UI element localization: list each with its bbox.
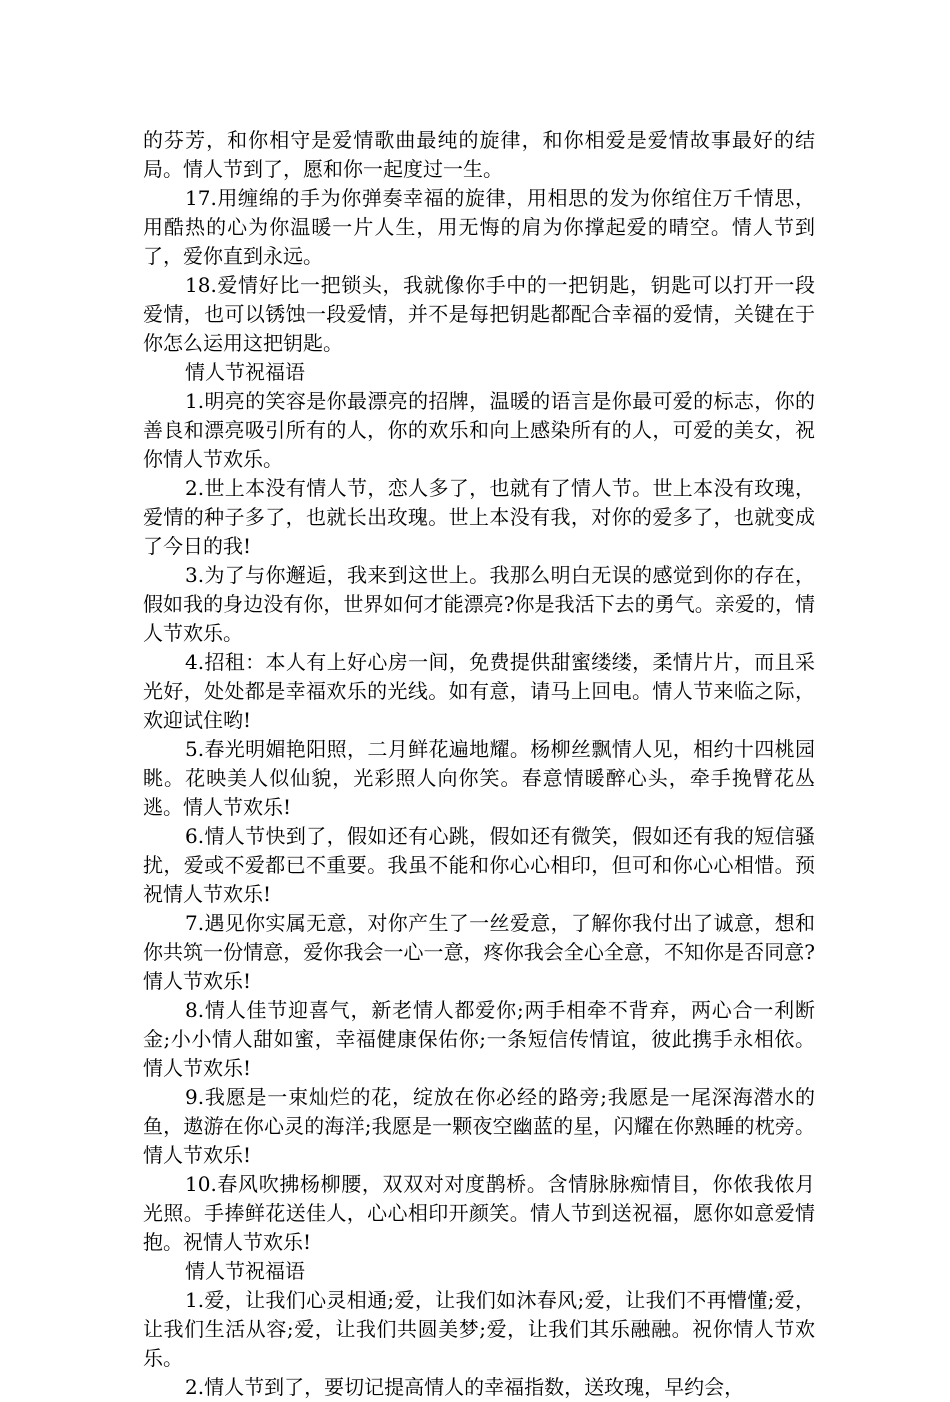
paragraph-item-17: 17.用缠绵的手为你弹奏幸福的旋律，用相思的发为你绾住万千情思，用酷热的心为你温暖一片人生，用无悔的肩为你撑起爱的晴空。情人节到了，爱你直到永远。	[143, 186, 815, 268]
paragraph-item-6: 6.情人节快到了，假如还有心跳，假如还有微笑，假如还有我的短信骚扰，爱或不爱都已不重要。我虽不能和你心心相印，但可和你心心相惜。预祝情人节欢乐!	[143, 824, 815, 906]
document-page	[143, 126, 815, 1402]
paragraph-item-5: 5.春光明媚艳阳照，二月鲜花遍地耀。杨柳丝飘情人见，相约十四桃园眺。花映美人似仙貌，光彩照人向你笑。春意情暖醉心头，牵手挽臂花丛逃。情人节欢乐!	[143, 737, 815, 819]
section-heading: 情人节祝福语	[185, 360, 305, 384]
paragraph-item-8: 8.情人佳节迎喜气，新老情人都爱你;两手相牵不背弃，两心合一利断金;小小情人甜如蜜，幸福健康保佑你;一条短信传情谊，彼此携手永相依。情人节欢乐!	[143, 998, 815, 1080]
paragraph-intro: 的芬芳，和你相守是爱情歌曲最纯的旋律，和你相爱是爱情故事最好的结局。情人节到了，愿和你一起度过一生。	[143, 128, 815, 181]
paragraph-item-3: 3.为了与你邂逅，我来到这世上。我那么明白无误的感觉到你的存在，假如我的身边没有你，世界如何才能漂亮?你是我活下去的勇气。亲爱的，情人节欢乐。	[143, 563, 815, 645]
paragraph-item-2: 2.世上本没有情人节，恋人多了，也就有了情人节。世上本没有玫瑰，爱情的种子多了，也就长出玫瑰。世上本没有我，对你的爱多了，也就变成了今日的我!	[143, 476, 815, 558]
paragraph-item-1: 1.明亮的笑容是你最漂亮的招牌，温暖的语言是你最可爱的标志，你的善良和漂亮吸引所有的人，你的欢乐和向上感染所有的人，可爱的美女，祝你情人节欢乐。	[143, 389, 815, 471]
paragraph-item-10: 10.春风吹拂杨柳腰，双双对对度鹊桥。含情脉脉痴情目，你侬我侬月光照。手捧鲜花送佳人，心心相印开颜笑。情人节到送祝福，愿你如意爱情抱。祝情人节欢乐!	[143, 1172, 815, 1254]
paragraph-item-2: 2.情人节到了，要切记提高情人的幸福指数，送玫瑰，早约会，	[185, 1375, 745, 1399]
paragraph-item-1: 1.爱，让我们心灵相通;爱，让我们如沐春风;爱，让我们不再懵懂;爱，让我们生活从容;爱，让我们共圆美梦;爱，让我们其乐融融。祝你情人节欢乐。	[143, 1288, 815, 1370]
paragraph-item-4: 4.招租：本人有上好心房一间，免费提供甜蜜缕缕，柔情片片，而且采光好，处处都是幸福欢乐的光线。如有意，请马上回电。情人节来临之际，欢迎试住哟!	[143, 650, 815, 732]
paragraph-item-9: 9.我愿是一束灿烂的花，绽放在你必经的路旁;我愿是一尾深海潜水的鱼，遨游在你心灵的海洋;我愿是一颗夜空幽蓝的星，闪耀在你熟睡的枕旁。情人节欢乐!	[143, 1085, 815, 1167]
paragraph-item-7: 7.遇见你实属无意，对你产生了一丝爱意，了解你我付出了诚意，想和你共筑一份情意，爱你我会一心一意，疼你我会全心全意，不知你是否同意?情人节欢乐!	[143, 911, 815, 993]
paragraph-item-18: 18.爱情好比一把锁头，我就像你手中的一把钥匙，钥匙可以打开一段爱情，也可以锈蚀一段爱情，并不是每把钥匙都配合幸福的爱情，关键在于你怎么运用这把钥匙。	[143, 273, 815, 355]
section-heading: 情人节祝福语	[185, 1259, 305, 1283]
